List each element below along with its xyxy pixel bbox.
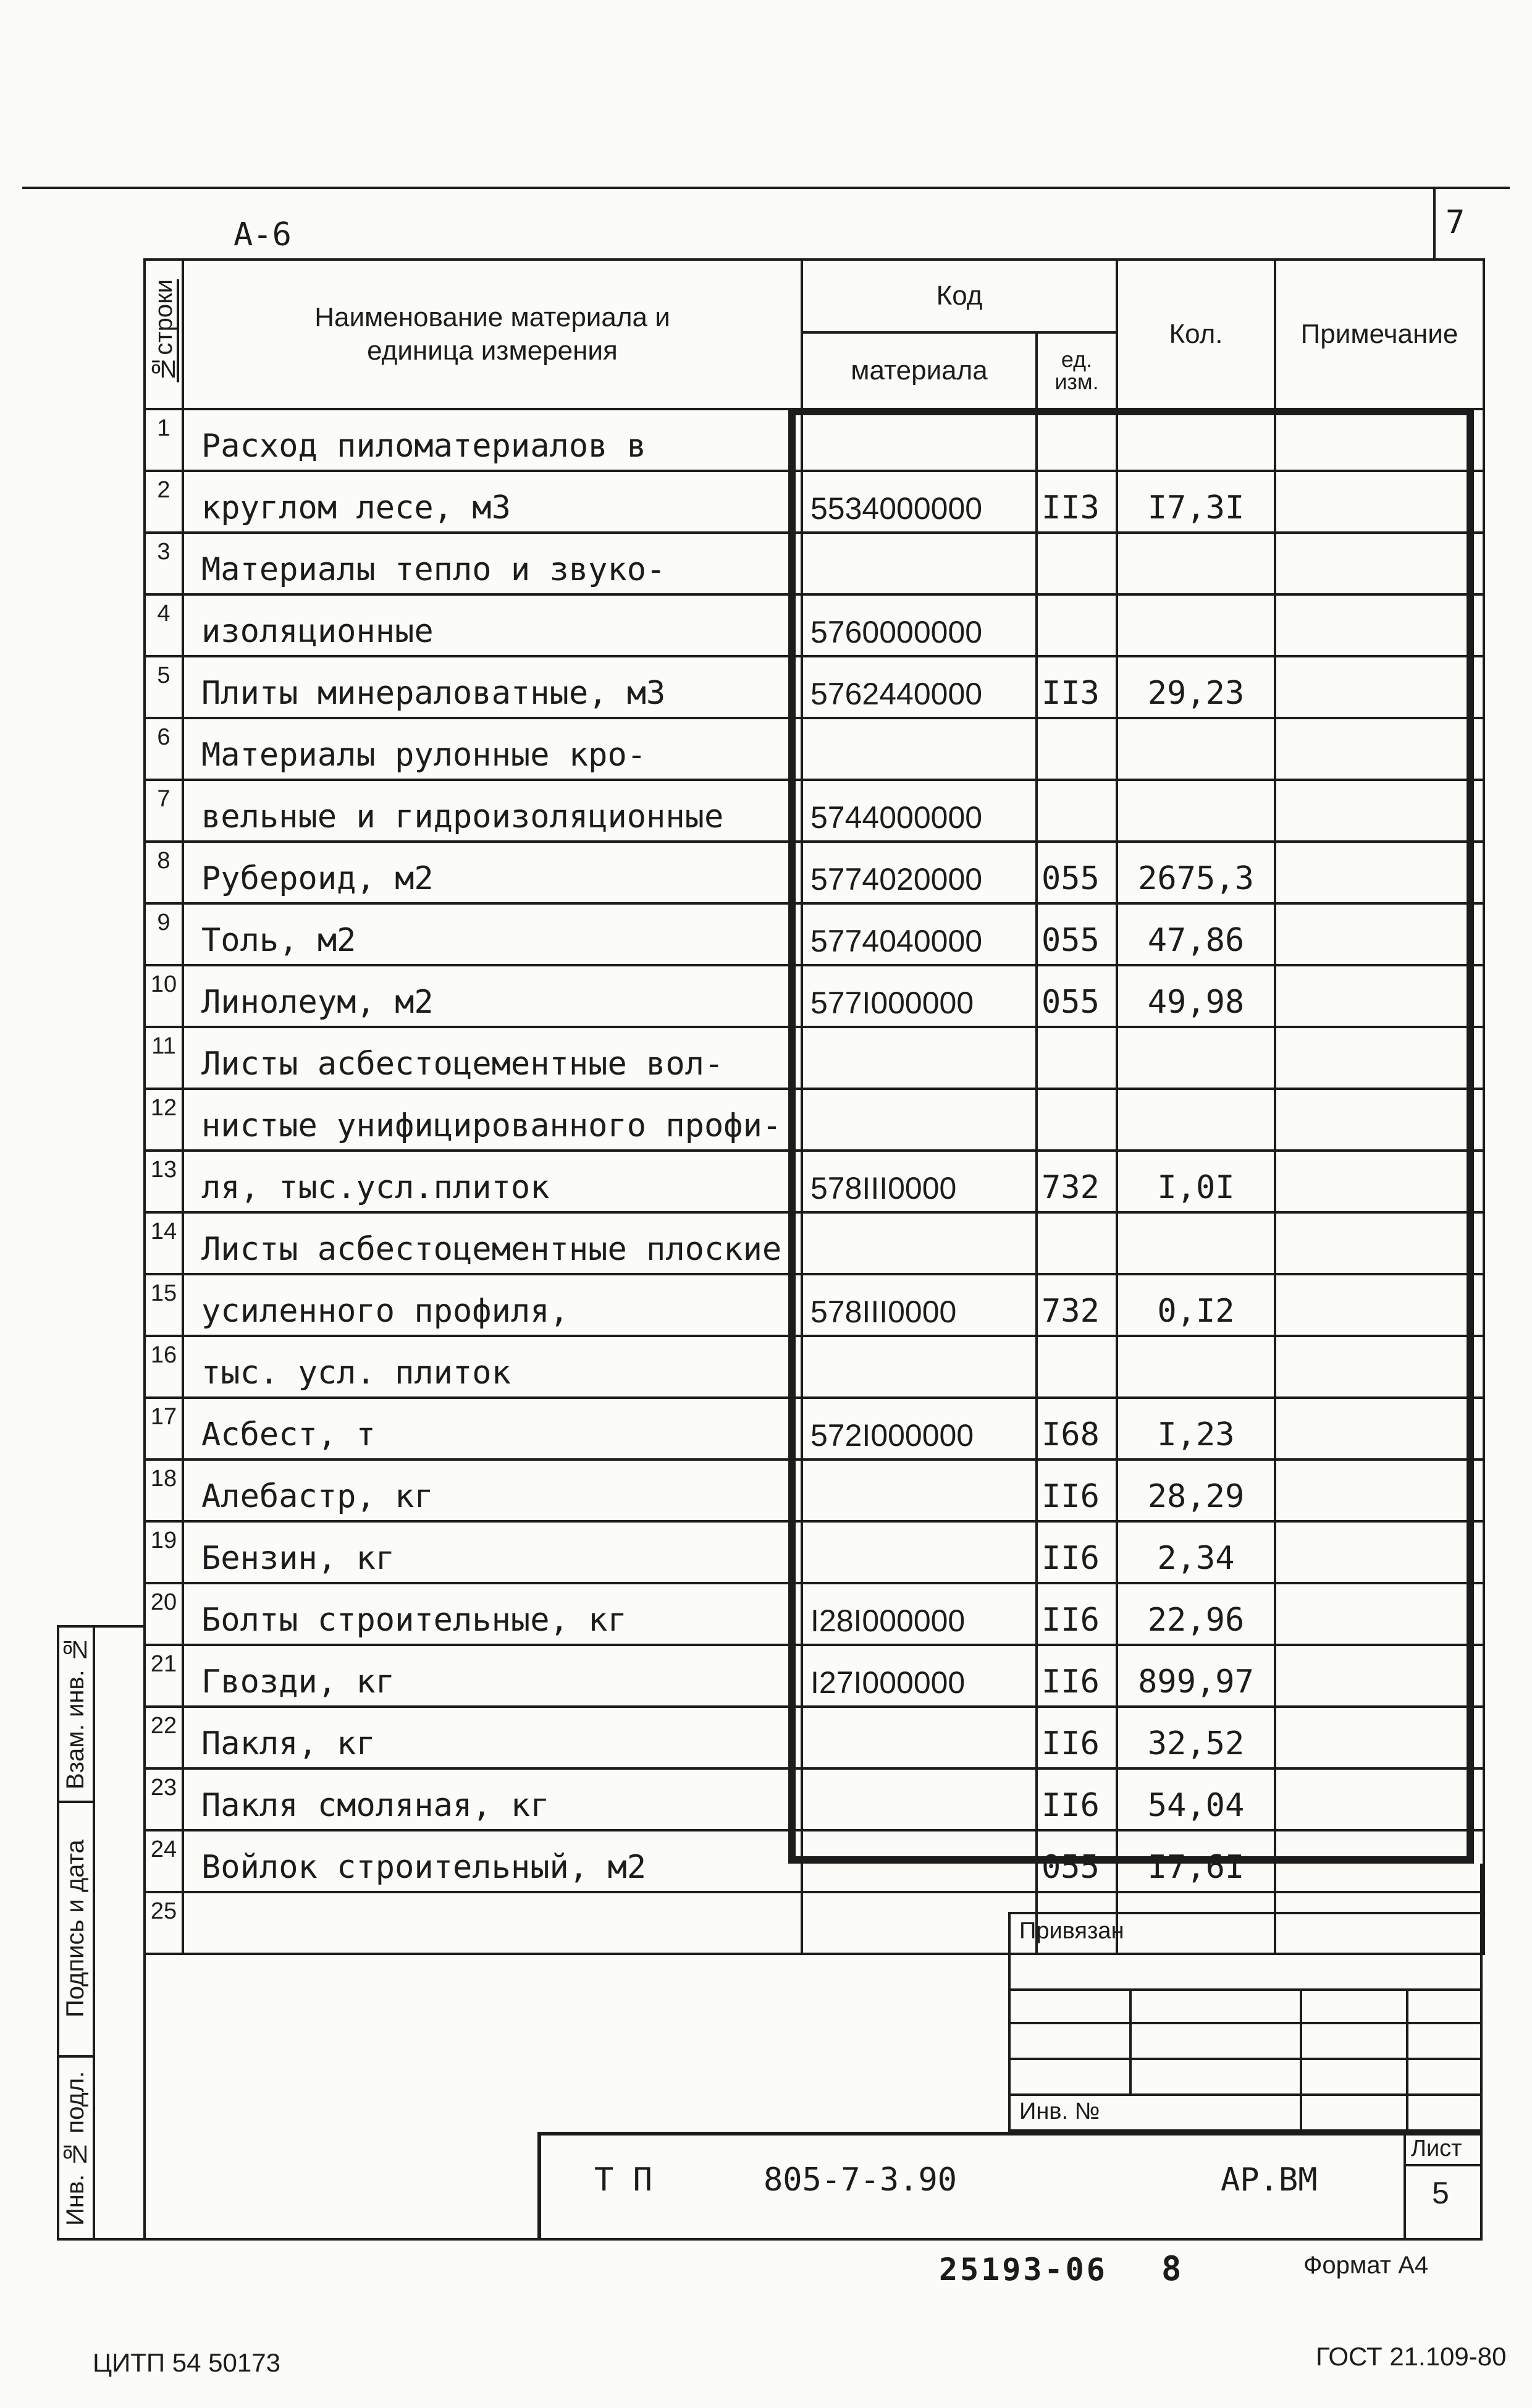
row-number: 6 xyxy=(145,718,183,780)
row-number: 18 xyxy=(145,1460,183,1521)
title-tp: Т П xyxy=(594,2161,652,2199)
table-row xyxy=(145,718,1484,780)
corner-divider xyxy=(1433,187,1436,258)
table-row xyxy=(145,1830,1484,1892)
note xyxy=(1275,780,1484,842)
unit-code: II6 xyxy=(1037,1768,1117,1830)
table-row xyxy=(145,1645,1484,1707)
binding-label: Привязан xyxy=(1019,1918,1124,1944)
material-name: Пакля смоляная, кг xyxy=(183,1768,802,1830)
material-code: 572I000000 xyxy=(802,1398,1037,1460)
note xyxy=(1275,1398,1484,1460)
quantity xyxy=(1117,1027,1275,1089)
material-code: 5744000000 xyxy=(802,780,1037,842)
note xyxy=(1275,903,1484,965)
material-name: Пакля, кг xyxy=(183,1707,802,1768)
material-code: 5774040000 xyxy=(802,903,1037,965)
table-row xyxy=(145,965,1484,1027)
material-code xyxy=(802,1212,1037,1274)
row-number: 22 xyxy=(145,1707,183,1768)
material-name xyxy=(183,1892,802,1954)
material-name: Плиты минераловатные, м3 xyxy=(183,656,802,718)
unit-code: 055 xyxy=(1037,965,1117,1027)
header-material-code: материала xyxy=(802,332,1037,409)
row-number: 12 xyxy=(145,1089,183,1151)
table-row xyxy=(145,903,1484,965)
material-code: I27I000000 xyxy=(802,1645,1037,1707)
table-row xyxy=(145,1151,1484,1212)
table-row xyxy=(145,656,1484,718)
quantity: I7,6I xyxy=(1117,1830,1275,1892)
unit-code xyxy=(1037,533,1117,594)
unit-code: 732 xyxy=(1037,1151,1117,1212)
material-name: Гвозди, кг xyxy=(183,1645,802,1707)
quantity: 47,86 xyxy=(1117,903,1275,965)
material-name: Болты строительные, кг xyxy=(183,1583,802,1645)
note xyxy=(1275,656,1484,718)
quantity: 29,23 xyxy=(1117,656,1275,718)
note xyxy=(1275,1336,1484,1398)
material-code: I28I000000 xyxy=(802,1583,1037,1645)
row-number: 11 xyxy=(145,1027,183,1089)
quantity: 22,96 xyxy=(1117,1583,1275,1645)
header-quantity: Кол. xyxy=(1117,260,1275,409)
unit-code xyxy=(1037,1212,1117,1274)
note xyxy=(1275,409,1484,471)
unit-code: 055 xyxy=(1037,1830,1117,1892)
row-number: 3 xyxy=(145,533,183,594)
material-name: Линолеум, м2 xyxy=(183,965,802,1027)
material-name: Бензин, кг xyxy=(183,1521,802,1583)
top-rule xyxy=(22,187,1510,189)
row-number: 25 xyxy=(145,1892,183,1954)
title-project-number: 805-7-3.90 xyxy=(764,2161,958,2199)
quantity: 32,52 xyxy=(1117,1707,1275,1768)
frame-left xyxy=(143,1864,146,2241)
note xyxy=(1275,1583,1484,1645)
note xyxy=(1275,1768,1484,1830)
side-vzam-label: Взам. инв. № xyxy=(62,1636,89,1790)
quantity: 28,29 xyxy=(1117,1460,1275,1521)
row-number: 17 xyxy=(145,1398,183,1460)
row-number: 19 xyxy=(145,1521,183,1583)
quantity: 2,34 xyxy=(1117,1521,1275,1583)
table-row xyxy=(145,1583,1484,1645)
quantity: I7,3I xyxy=(1117,471,1275,533)
quantity xyxy=(1117,780,1275,842)
note xyxy=(1275,1521,1484,1583)
table-row xyxy=(145,842,1484,903)
row-number: 13 xyxy=(145,1151,183,1212)
material-code: 5534000000 xyxy=(802,471,1037,533)
unit-code: I68 xyxy=(1037,1398,1117,1460)
row-number: 5 xyxy=(145,656,183,718)
note xyxy=(1275,1151,1484,1212)
table-row xyxy=(145,1212,1484,1274)
unit-code: II6 xyxy=(1037,1460,1117,1521)
row-number: 16 xyxy=(145,1336,183,1398)
title-block-top xyxy=(537,2132,1483,2136)
material-code xyxy=(802,1460,1037,1521)
side-stamp-rule-1 xyxy=(57,1801,95,1803)
row-number: 14 xyxy=(145,1212,183,1274)
note xyxy=(1275,965,1484,1027)
table-row xyxy=(145,1274,1484,1336)
unit-code xyxy=(1037,1336,1117,1398)
material-code xyxy=(802,533,1037,594)
side-stamp-divider xyxy=(93,1625,95,2241)
header-unit: ед. изм. xyxy=(1037,332,1117,409)
note xyxy=(1275,533,1484,594)
row-number: 2 xyxy=(145,471,183,533)
material-name: усиленного профиля, xyxy=(183,1274,802,1336)
material-name: Материалы рулонные кро- xyxy=(183,718,802,780)
material-name: Алебастр, кг xyxy=(183,1460,802,1521)
row-number: 20 xyxy=(145,1583,183,1645)
gost-reference: ГОСТ 21.109-80 xyxy=(1316,2342,1507,2371)
header-row-number: №строки xyxy=(145,260,183,409)
material-code: 5762440000 xyxy=(802,656,1037,718)
material-code xyxy=(802,1707,1037,1768)
table-row xyxy=(145,594,1484,656)
material-code xyxy=(802,409,1037,471)
binding-rule-3 xyxy=(1008,2058,1483,2060)
corner-page-number: 7 xyxy=(1446,204,1465,241)
row-number: 15 xyxy=(145,1274,183,1336)
unit-code: II3 xyxy=(1037,471,1117,533)
material-name: Материалы тепло и звуко- xyxy=(183,533,802,594)
material-name: Войлок строительный, м2 xyxy=(183,1830,802,1892)
quantity: I,0I xyxy=(1117,1151,1275,1212)
table-row xyxy=(145,533,1484,594)
binding-inv-label: Инв. № xyxy=(1019,2098,1100,2124)
unit-code xyxy=(1037,1027,1117,1089)
table-row xyxy=(145,1460,1484,1521)
quantity xyxy=(1117,1336,1275,1398)
list-cell-left xyxy=(1404,2132,1406,2241)
row-number: 7 xyxy=(145,780,183,842)
format-label: Формат А4 xyxy=(1303,2252,1429,2279)
note xyxy=(1275,1274,1484,1336)
material-code: 5774020000 xyxy=(802,842,1037,903)
unit-code: II6 xyxy=(1037,1521,1117,1583)
material-code: 578III0000 xyxy=(802,1151,1037,1212)
frame-bottom xyxy=(57,2238,1483,2241)
row-number: 24 xyxy=(145,1830,183,1892)
quantity xyxy=(1117,1089,1275,1151)
material-code xyxy=(802,1768,1037,1830)
quantity: 54,04 xyxy=(1117,1768,1275,1830)
unit-code: II3 xyxy=(1037,656,1117,718)
unit-code xyxy=(1037,1089,1117,1151)
org-code: ЦИТП 54 50173 xyxy=(93,2348,280,2377)
unit-code: II6 xyxy=(1037,1583,1117,1645)
title-block-left xyxy=(537,2132,541,2241)
binding-rule-2 xyxy=(1008,2022,1483,2024)
material-code xyxy=(802,1521,1037,1583)
inventory-number: 25193-06 xyxy=(939,2252,1108,2288)
header-note: Примечание xyxy=(1275,260,1484,409)
material-code xyxy=(802,1830,1037,1892)
note xyxy=(1275,471,1484,533)
quantity xyxy=(1117,718,1275,780)
binding-col-1 xyxy=(1129,1988,1132,2093)
row-number: 23 xyxy=(145,1768,183,1830)
quantity xyxy=(1117,1212,1275,1274)
material-name: Листы асбестоцементные вол- xyxy=(183,1027,802,1089)
header-code: Код xyxy=(802,260,1117,332)
material-name: Расход пиломатериалов в xyxy=(183,409,802,471)
table-row xyxy=(145,1027,1484,1089)
unit-code xyxy=(1037,594,1117,656)
quantity: 2675,3 xyxy=(1117,842,1275,903)
title-mark: АР.ВМ xyxy=(1221,2161,1318,2199)
list-label: Лист xyxy=(1411,2136,1462,2161)
row-number: 8 xyxy=(145,842,183,903)
quantity xyxy=(1117,409,1275,471)
quantity xyxy=(1117,533,1275,594)
unit-code: 732 xyxy=(1037,1274,1117,1336)
note xyxy=(1275,842,1484,903)
binding-rule-1 xyxy=(1008,1988,1483,1991)
quantity: 49,98 xyxy=(1117,965,1275,1027)
side-inv-podl-label: Инв. № подл. xyxy=(62,2071,89,2226)
material-code: 577I000000 xyxy=(802,965,1037,1027)
note xyxy=(1275,1460,1484,1521)
note xyxy=(1275,1212,1484,1274)
material-code xyxy=(802,1089,1037,1151)
unit-code: II6 xyxy=(1037,1645,1117,1707)
material-code xyxy=(802,1336,1037,1398)
unit-code xyxy=(1037,718,1117,780)
row-number: 1 xyxy=(145,409,183,471)
materials-table xyxy=(143,258,1485,1955)
table-row xyxy=(145,409,1484,471)
material-name: нистые унифицированного профи- xyxy=(183,1089,802,1151)
unit-code xyxy=(1037,409,1117,471)
table-row xyxy=(145,1336,1484,1398)
table-row xyxy=(145,471,1484,533)
row-number: 4 xyxy=(145,594,183,656)
note xyxy=(1275,1645,1484,1707)
unit-code: II6 xyxy=(1037,1707,1117,1768)
binding-col-2 xyxy=(1300,1988,1302,2132)
row-number: 9 xyxy=(145,903,183,965)
side-stamp-rule-2 xyxy=(57,2055,95,2058)
table-row xyxy=(145,780,1484,842)
sheet-code: А-6 xyxy=(234,216,292,253)
quantity xyxy=(1117,594,1275,656)
material-name: Листы асбестоцементные плоские xyxy=(183,1212,802,1274)
table-row xyxy=(145,1521,1484,1583)
material-code: 578III0000 xyxy=(802,1274,1037,1336)
note xyxy=(1275,1830,1484,1892)
list-number: 5 xyxy=(1432,2176,1449,2210)
table-row xyxy=(145,1768,1484,1830)
list-cell-rule xyxy=(1404,2164,1483,2166)
unit-code: 055 xyxy=(1037,903,1117,965)
binding-col-3 xyxy=(1406,1988,1408,2132)
table-row xyxy=(145,1398,1484,1460)
material-name: ля, тыс.усл.плиток xyxy=(183,1151,802,1212)
material-code xyxy=(802,1892,1037,1954)
material-name: тыс. усл. плиток xyxy=(183,1336,802,1398)
material-name: вельные и гидроизоляционные xyxy=(183,780,802,842)
header-material-name: Наименование материала и единица измерения xyxy=(183,260,802,409)
unit-code xyxy=(1037,780,1117,842)
inventory-sheet: 8 xyxy=(1161,2249,1182,2288)
material-code: 5760000000 xyxy=(802,594,1037,656)
table-row xyxy=(145,1707,1484,1768)
note xyxy=(1275,1089,1484,1151)
quantity: 899,97 xyxy=(1117,1645,1275,1707)
note xyxy=(1275,1707,1484,1768)
material-name: Толь, м2 xyxy=(183,903,802,965)
side-podpis-label: Подпись и дата xyxy=(62,1840,89,2017)
note xyxy=(1275,594,1484,656)
row-number: 10 xyxy=(145,965,183,1027)
row-number: 21 xyxy=(145,1645,183,1707)
binding-rule-4 xyxy=(1008,2093,1483,2096)
quantity: I,23 xyxy=(1117,1398,1275,1460)
material-code xyxy=(802,718,1037,780)
note xyxy=(1275,1027,1484,1089)
material-name: Рубероид, м2 xyxy=(183,842,802,903)
material-name: Асбест, т xyxy=(183,1398,802,1460)
note xyxy=(1275,718,1484,780)
unit-code: 055 xyxy=(1037,842,1117,903)
table-row xyxy=(145,1089,1484,1151)
quantity: 0,I2 xyxy=(1117,1274,1275,1336)
material-name: круглом лесе, м3 xyxy=(183,471,802,533)
material-name: изоляционные xyxy=(183,594,802,656)
material-code xyxy=(802,1027,1037,1089)
